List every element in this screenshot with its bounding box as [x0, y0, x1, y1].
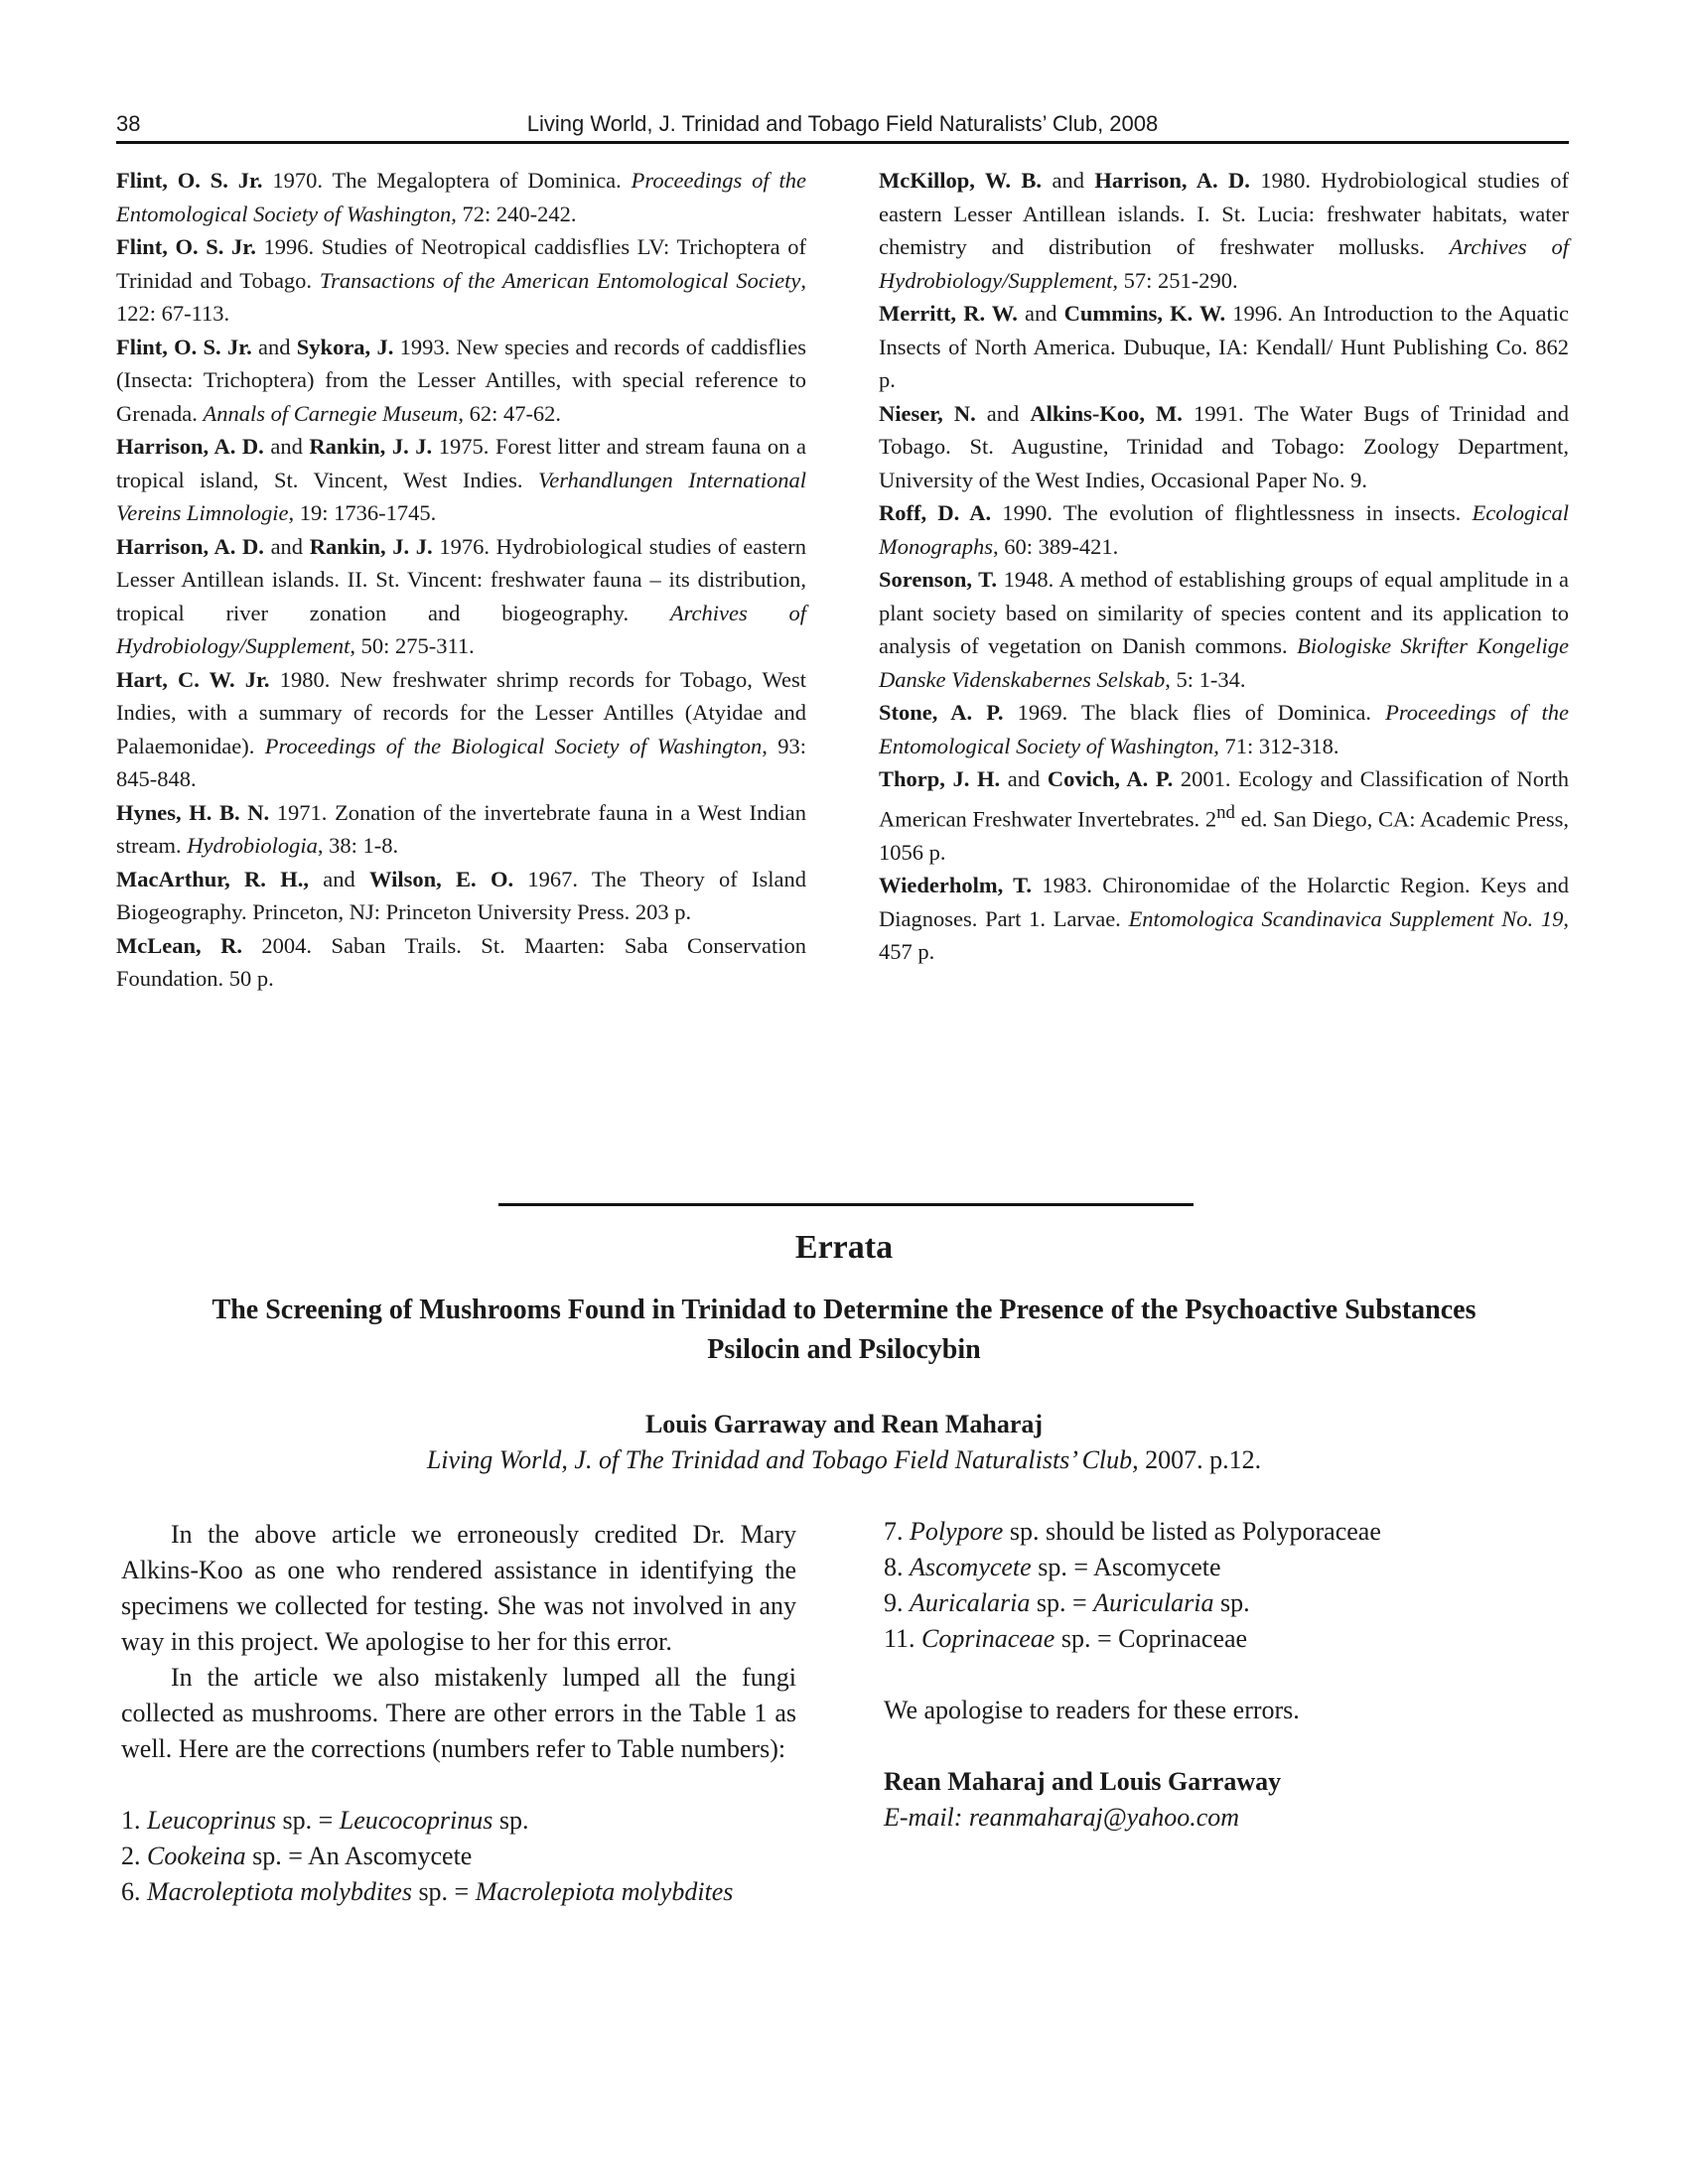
- text-run: 1.: [121, 1806, 147, 1835]
- text-run: and: [308, 866, 370, 891]
- text-run: sp. should be listed as Polyporaceae: [1003, 1517, 1381, 1546]
- reference-entry: [116, 929, 806, 996]
- reference-entry: [116, 230, 806, 331]
- italic-text: Polypore: [910, 1517, 1004, 1546]
- correction-item: [884, 1585, 1579, 1621]
- ref-author: Rankin, J. J.: [309, 434, 433, 459]
- errata-divider: [498, 1203, 1194, 1206]
- references-left-column: [116, 164, 806, 996]
- spacer: [121, 1767, 796, 1803]
- ref-author: McLean, R.: [116, 932, 242, 958]
- text-run: sp. =: [276, 1806, 340, 1835]
- italic-text: Leucoprinus: [147, 1806, 276, 1835]
- correction-item: [884, 1514, 1579, 1550]
- reference-entry: [116, 164, 806, 230]
- italic-text: Proceedings of the Entomological Society of Washington: [879, 700, 1569, 758]
- reference-entry: [116, 331, 806, 431]
- reference-entry: [116, 430, 806, 530]
- text-run: sp. = Coprinaceae: [1055, 1624, 1248, 1653]
- text-run: 11.: [884, 1624, 922, 1653]
- text-run: , 19: 1736-1745.: [288, 500, 437, 525]
- text-run: sp.: [1213, 1588, 1250, 1617]
- ref-author: Hart, C. W. Jr.: [116, 666, 270, 692]
- correction-item: [121, 1874, 796, 1910]
- reference-entry: [116, 863, 806, 929]
- ref-author: Cummins, K. W.: [1063, 301, 1226, 326]
- text-run: 8.: [884, 1553, 910, 1581]
- errata-article-title: The Screening of Mushrooms Found in Trinidad to Determine the Presence of the Psychoactive Substances Psilocin and Psilocybin: [211, 1295, 1477, 1365]
- text-run: 7.: [884, 1517, 910, 1546]
- ref-author: Hynes, H. B. N.: [116, 799, 270, 825]
- errata-paragraph-1: In the above article we erroneously credited Dr. Mary Alkins-Koo as one who rendered assistance in identifying the specimens we collected for testing. She was not involved in any way in this project. We apologise to her for this error.: [121, 1520, 796, 1656]
- reference-entry: [879, 762, 1569, 869]
- ref-author: Wilson, E. O.: [369, 866, 514, 891]
- italic-text: Biologiske Skrifter Kongelige Danske Videnskabernes Selskab: [879, 633, 1569, 692]
- reference-entry: [879, 297, 1569, 397]
- errata-citation: [0, 1445, 1688, 1475]
- ref-author: Stone, A. P.: [879, 700, 1004, 725]
- text-run: 2004. Saban Trails. St. Maarten: Saba Conservation Foundation. 50 p.: [116, 932, 807, 991]
- text-run: and: [1042, 168, 1095, 193]
- spacer: [884, 1728, 1579, 1764]
- italic-text: Proceedings of the Biological Society of Washington: [264, 733, 763, 758]
- text-run: 1976. Hydrobiological studies of eastern Lesser Antillean islands. II. St. Vincent: freshwater fauna – its distribution, tropical river zonation and biogeography.: [116, 533, 806, 625]
- reference-entry: [116, 663, 806, 796]
- text-run: sp. =: [411, 1877, 476, 1906]
- text-run: 6.: [121, 1877, 147, 1906]
- text-run: 1948. A method of establishing groups of equal amplitude in a plant society based on similarity of species content and its application to analysis of vegetation on Danish commons.: [879, 567, 1570, 658]
- text-run: and: [263, 533, 310, 559]
- text-run: and: [1017, 301, 1064, 326]
- citation-rest: 2007. p.12.: [1138, 1445, 1262, 1474]
- italic-text: Hydrobiologia: [187, 833, 318, 858]
- italic-text: Archives of Hydrobiology/Supplement: [116, 600, 806, 658]
- reference-entry: [116, 796, 806, 863]
- header-rule: [116, 141, 1569, 144]
- italic-text: Proceedings of the Entomological Society of Washington: [116, 168, 806, 226]
- ref-author: Roff, D. A.: [879, 500, 992, 525]
- italic-text: Cookeina: [147, 1842, 246, 1870]
- text-run: ed. San Diego, CA: Academic Press, 1056 p.: [879, 806, 1569, 865]
- text-run: and: [263, 434, 310, 459]
- ref-author: Merritt, R. W.: [879, 301, 1018, 326]
- italic-text: Macrolepiota molybdites: [475, 1877, 734, 1906]
- errata-left-column: [121, 1517, 796, 1910]
- spacer: [884, 1657, 1579, 1693]
- italic-text: Macroleptiota molybdites: [147, 1877, 412, 1906]
- reference-entry: [879, 696, 1569, 762]
- ref-author: Harrison, A. D.: [116, 533, 264, 559]
- ref-author: Flint, O. S. Jr.: [116, 334, 252, 359]
- text-run: 2.: [121, 1842, 147, 1870]
- italic-text: Coprinaceae: [921, 1624, 1055, 1653]
- ref-author: Covich, A. P.: [1047, 766, 1174, 791]
- text-run: 9.: [884, 1588, 910, 1617]
- text-run: 1969. The black flies of Dominica.: [1003, 700, 1386, 725]
- italic-text: Archives of Hydrobiology/Supplement: [879, 234, 1569, 293]
- italic-text: Ascomycete: [910, 1553, 1032, 1581]
- reference-entry: [879, 496, 1569, 563]
- text-run: , 57: 251-290.: [1112, 267, 1238, 293]
- text-run: and: [1000, 766, 1048, 791]
- corrections-list-right: [884, 1514, 1579, 1657]
- text-run: 1967. The Theory of Island Biogeography. Princeton, NJ: Princeton University Press. 203 p.: [116, 866, 806, 924]
- correction-item: [884, 1621, 1579, 1657]
- text-run: 1970. The Megaloptera of Dominica.: [262, 168, 632, 193]
- italic-text: Entomologica Scandinavica Supplement No. 19: [1128, 905, 1564, 931]
- text-run: , 5: 1-34.: [1165, 666, 1246, 692]
- corrections-list-left: [121, 1803, 796, 1910]
- correction-item: [121, 1803, 796, 1839]
- text-run: 1990. The evolution of flightlessness in insects.: [991, 500, 1473, 525]
- ref-author: Alkins-Koo, M.: [1030, 400, 1183, 426]
- text-run: , 72: 240-242.: [451, 201, 577, 226]
- text-run: 1971. Zonation of the invertebrate fauna in a West Indian stream.: [116, 799, 806, 858]
- text-run: , 50: 275-311.: [350, 633, 475, 658]
- reference-entry: [879, 164, 1569, 297]
- ref-author: Sorenson, T.: [879, 567, 998, 592]
- italic-text: Ecological Monographs: [879, 500, 1569, 559]
- correction-item: [121, 1839, 796, 1874]
- text-run: 1996. An Introduction to the Aquatic Insects of North America. Dubuque, IA: Kendall/ Hunt Publishing Co. 862 p.: [879, 301, 1569, 392]
- italic-text: Verhandlungen International Vereins Limnologie: [116, 467, 806, 525]
- ref-author: Wiederholm, T.: [879, 873, 1033, 897]
- text-run: , 457 p.: [879, 905, 1569, 964]
- references-right-column: [879, 164, 1569, 969]
- journal-title: Living World, J. Trinidad and Tobago Field Naturalists’ Club, 2008: [526, 111, 1159, 136]
- text-run: sp. =: [1030, 1588, 1094, 1617]
- text-run: , 60: 389-421.: [993, 533, 1119, 559]
- errata-heading: Errata: [794, 1229, 894, 1266]
- errata-authors: Louis Garraway and Rean Maharaj: [644, 1410, 1044, 1438]
- ref-author: Rankin, J. J.: [309, 533, 433, 559]
- ref-author: Sykora, J.: [296, 334, 394, 359]
- text-run: 1993. New species and records of caddisflies (Insecta: Trichoptera) from the Lesser Antilles, with special reference to Grenada.: [116, 334, 806, 426]
- text-run: 1983. Chironomidae of the Holarctic Region. Keys and Diagnoses. Part 1. Larvae.: [879, 873, 1569, 931]
- running-header: [116, 111, 1569, 141]
- text-run: , 38: 1-8.: [317, 833, 399, 858]
- ref-author: Flint, O. S. Jr.: [116, 234, 256, 259]
- correction-item: [884, 1550, 1579, 1585]
- text-run: and: [251, 334, 297, 359]
- text-run: sp. = An Ascomycete: [245, 1842, 473, 1870]
- reference-entry: [879, 869, 1569, 969]
- ref-author: McKillop, W. B.: [879, 168, 1043, 193]
- text-run: nd: [1216, 801, 1235, 823]
- text-run: sp. = Ascomycete: [1031, 1553, 1221, 1581]
- text-run: 1991. The Water Bugs of Trinidad and Tobago. St. Augustine, Trinidad and Tobago: Zoology Department, University of the West Indies, Occasional Paper No. 9.: [879, 400, 1570, 492]
- page-number: 38: [116, 111, 141, 136]
- text-run: , 62: 47-62.: [458, 400, 562, 426]
- signature-email: E-mail: reanmaharaj@yahoo.com: [884, 1803, 1240, 1832]
- reference-entry: [116, 530, 806, 663]
- italic-text: Leucocoprinus: [339, 1806, 493, 1835]
- text-run: 1975. Forest litter and stream fauna on a tropical island, St. Vincent, West Indies.: [116, 434, 806, 492]
- ref-author: Flint, O. S. Jr.: [116, 168, 263, 193]
- reference-entry: [879, 563, 1569, 696]
- italic-text: Auricularia: [1093, 1588, 1214, 1617]
- errata-paragraph-2: In the article we also mistakenly lumped all the fungi collected as mushrooms. There are other errors in the Table 1 as well. Here are the corrections (numbers refer to Table numbers):: [121, 1663, 796, 1763]
- text-run: 1996. Studies of Neotropical caddisflies LV: Trichoptera of Trinidad and Tobago.: [116, 234, 806, 293]
- ref-author: Harrison, A. D.: [116, 434, 264, 459]
- text-run: , 122: 67-113.: [116, 267, 806, 326]
- text-run: 1980. New freshwater shrimp records for Tobago, West Indies, with a summary of records for the Lesser Antilles (Atyidae and Palaemonidae).: [116, 666, 806, 758]
- errata-right-column: [884, 1514, 1579, 1836]
- text-run: , 71: 312-318.: [1213, 733, 1339, 758]
- ref-author: Harrison, A. D.: [1094, 168, 1250, 193]
- apology-text: We apologise to readers for these errors.: [884, 1696, 1300, 1724]
- ref-author: MacArthur, R. H.,: [116, 866, 309, 891]
- text-run: and: [975, 400, 1031, 426]
- italic-text: Transactions of the American Entomological Society: [319, 267, 801, 293]
- text-run: 2001. Ecology and Classification of North American Freshwater Invertebrates. 2: [879, 766, 1569, 831]
- ref-author: Thorp, J. H.: [879, 766, 1001, 791]
- text-run: 1980. Hydrobiological studies of eastern Lesser Antillean islands. I. St. Lucia: freshwater habitats, water chemistry and distribution of freshwater mollusks.: [879, 168, 1569, 259]
- citation-journal: Living World, J. of The Trinidad and Tobago Field Naturalists’ Club,: [426, 1445, 1139, 1474]
- signature-names: Rean Maharaj and Louis Garraway: [884, 1767, 1282, 1796]
- ref-author: Nieser, N.: [879, 400, 976, 426]
- italic-text: Annals of Carnegie Museum: [203, 400, 459, 426]
- text-run: sp.: [492, 1806, 529, 1835]
- reference-entry: [879, 397, 1569, 497]
- text-run: , 93: 845-848.: [116, 733, 806, 791]
- italic-text: Auricalaria: [910, 1588, 1031, 1617]
